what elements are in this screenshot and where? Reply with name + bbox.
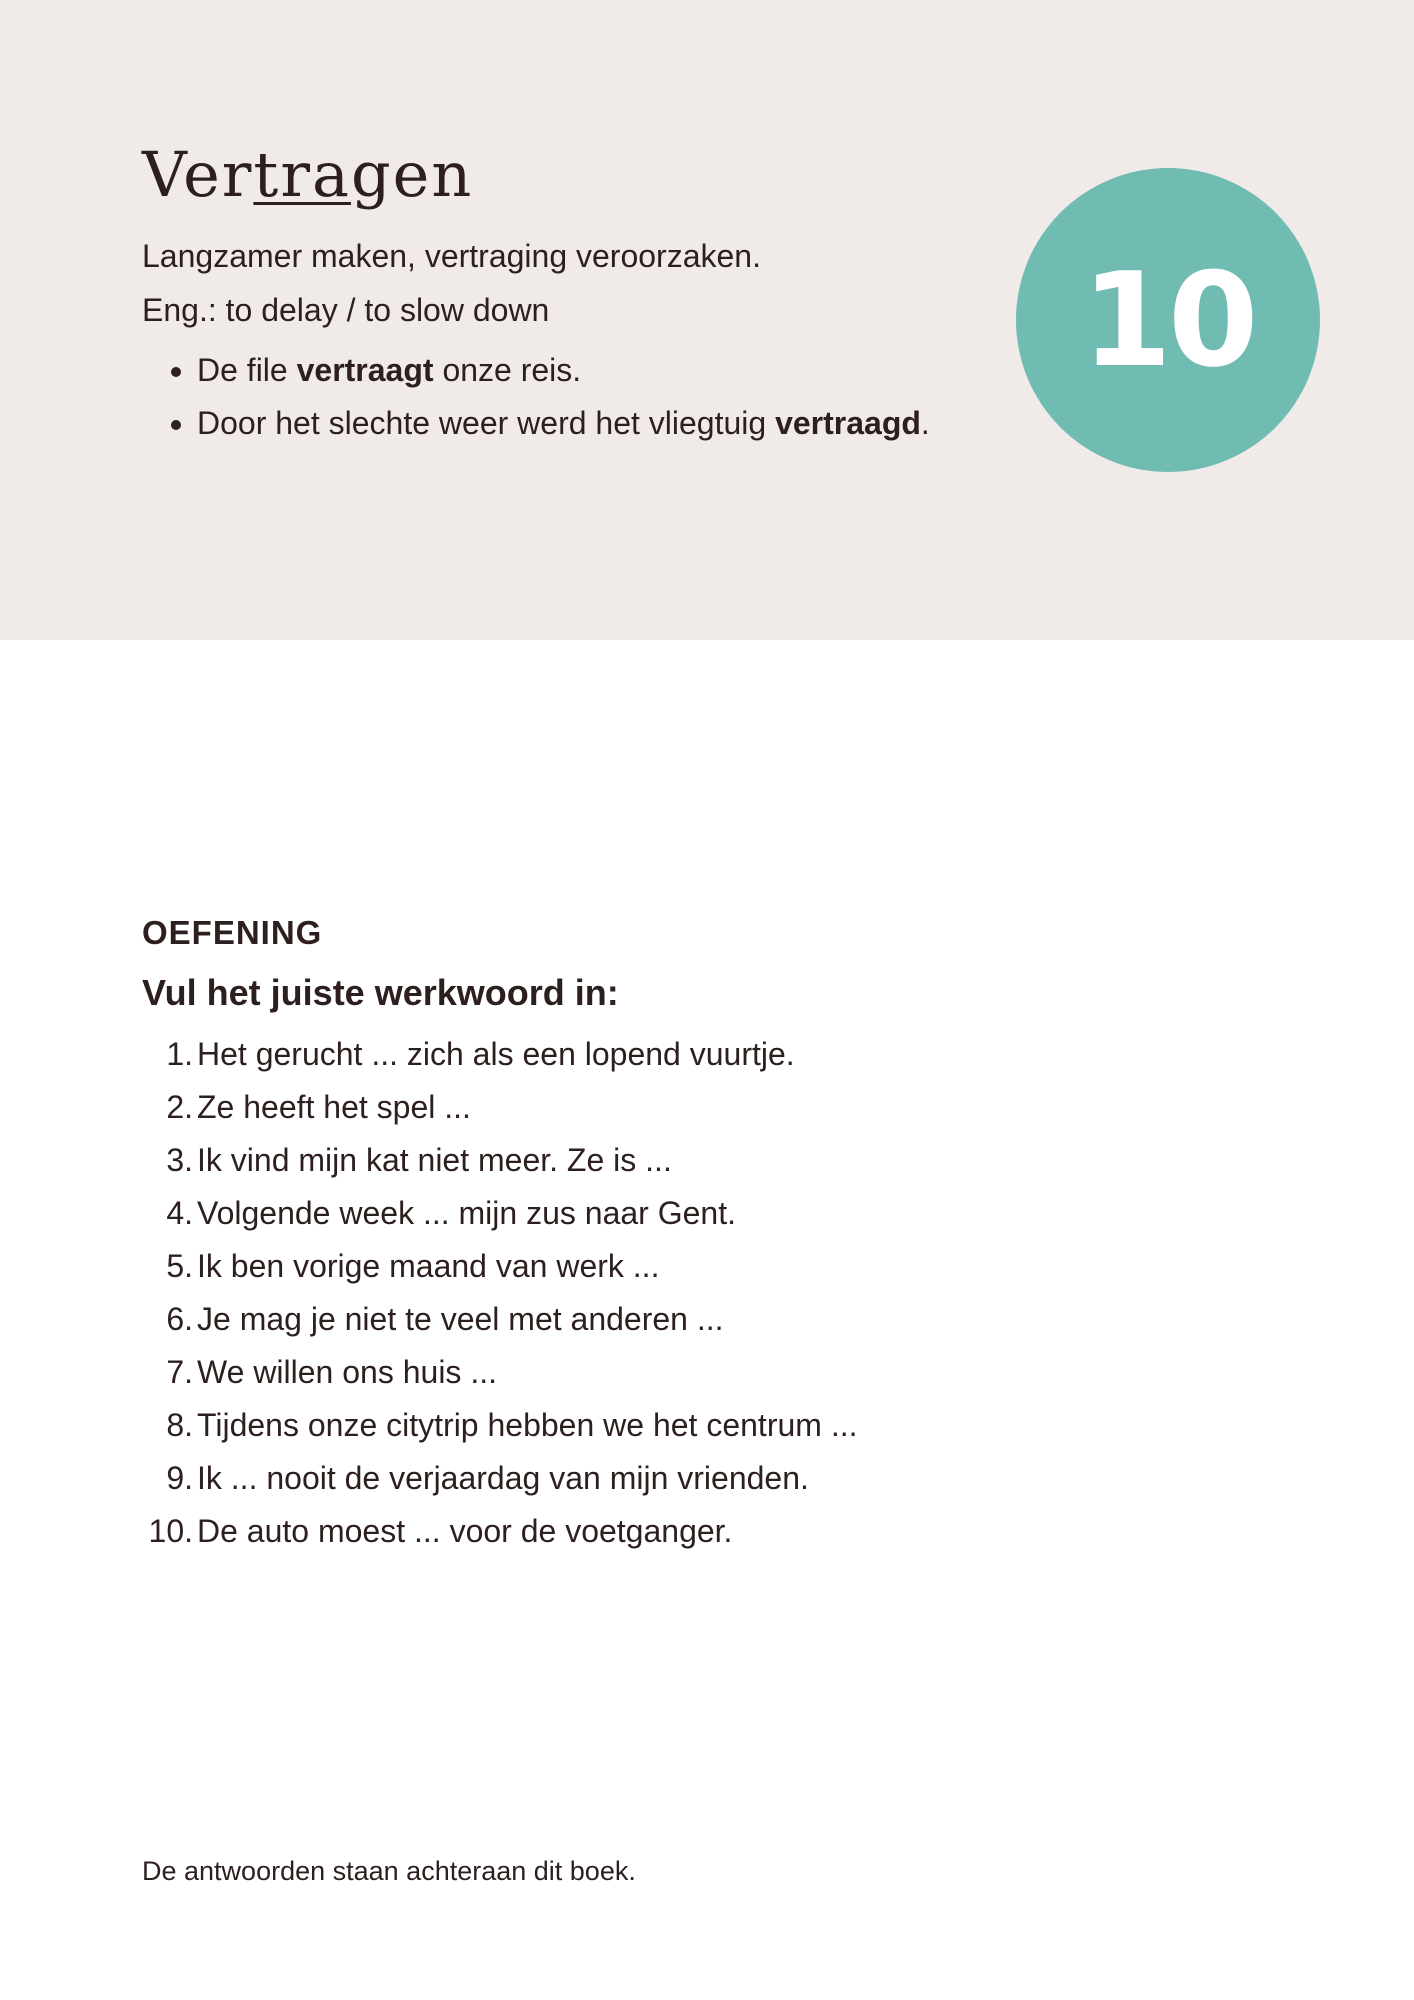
exercise-item-number: 8. bbox=[166, 1407, 193, 1443]
exercise-instruction: Vul het juiste werkwoord in: bbox=[142, 972, 619, 1013]
exercise-item-number: 9. bbox=[166, 1460, 193, 1496]
exercise-item-text: Ik ... nooit de verjaardag van mijn vrienden. bbox=[197, 1460, 809, 1496]
exercise-item-number: 3. bbox=[166, 1142, 193, 1178]
exercise-item bbox=[142, 1187, 1142, 1240]
exercise-item-number: 2. bbox=[166, 1089, 193, 1125]
word-title-part-3: gen bbox=[350, 138, 474, 211]
english-translation: Eng.: to delay / to slow down bbox=[142, 292, 550, 328]
example-list bbox=[142, 344, 937, 450]
example-text: Door het slechte weer werd het vliegtuig bbox=[197, 405, 776, 441]
exercise-item-text: We willen ons huis ... bbox=[197, 1354, 497, 1390]
exercise-item-text: De auto moest ... voor de voetganger. bbox=[197, 1513, 733, 1549]
example-text: De file bbox=[197, 352, 297, 388]
number-badge-label: 10 bbox=[1081, 244, 1255, 396]
exercise-item-text: Tijdens onze citytrip hebben we het centrum ... bbox=[197, 1407, 858, 1443]
number-badge bbox=[1016, 168, 1320, 472]
exercise-item-number: 5. bbox=[166, 1248, 193, 1284]
footer-note: De antwoorden staan achteraan dit boek. bbox=[142, 1856, 636, 1886]
exercise-item-text: Het gerucht ... zich als een lopend vuurtje. bbox=[197, 1036, 795, 1072]
word-title-part-1: Ver bbox=[142, 138, 254, 211]
exercise-item-text: Ik vind mijn kat niet meer. Ze is ... bbox=[197, 1142, 672, 1178]
definition-text: Langzamer maken, vertraging veroorzaken. bbox=[142, 238, 761, 274]
exercise-list bbox=[142, 1028, 1142, 1558]
exercise-item bbox=[142, 1346, 1142, 1399]
example-item bbox=[197, 397, 937, 450]
exercise-heading: OEFENING bbox=[142, 914, 323, 951]
word-title-underlined-part: tra bbox=[253, 138, 351, 211]
exercise-item-text: Volgende week ... mijn zus naar Gent. bbox=[197, 1195, 736, 1231]
example-bold-word: vertraagt bbox=[296, 352, 434, 388]
exercise-item bbox=[142, 1452, 1142, 1505]
exercise-item bbox=[142, 1081, 1142, 1134]
exercise-item bbox=[142, 1240, 1142, 1293]
example-text: . bbox=[920, 405, 930, 441]
exercise-item-number: 6. bbox=[166, 1301, 193, 1337]
exercise-item bbox=[142, 1293, 1142, 1346]
exercise-item-number: 4. bbox=[166, 1195, 193, 1231]
example-bold-word: vertraagd bbox=[775, 405, 921, 441]
example-text: onze reis. bbox=[433, 352, 582, 388]
exercise-item bbox=[142, 1399, 1142, 1452]
exercise-item-text: Ze heeft het spel ... bbox=[197, 1089, 471, 1125]
exercise-item-number: 1. bbox=[166, 1036, 193, 1072]
exercise-item-number: 7. bbox=[166, 1354, 193, 1390]
exercise-item bbox=[142, 1505, 1142, 1558]
exercise-item-text: Je mag je niet te veel met anderen ... bbox=[197, 1301, 724, 1337]
exercise-item-text: Ik ben vorige maand van werk ... bbox=[197, 1248, 660, 1284]
exercise-item bbox=[142, 1134, 1142, 1187]
exercise-item-number: 10. bbox=[148, 1513, 193, 1549]
exercise-item bbox=[142, 1028, 1142, 1081]
example-item bbox=[197, 344, 937, 397]
word-title bbox=[142, 138, 473, 212]
